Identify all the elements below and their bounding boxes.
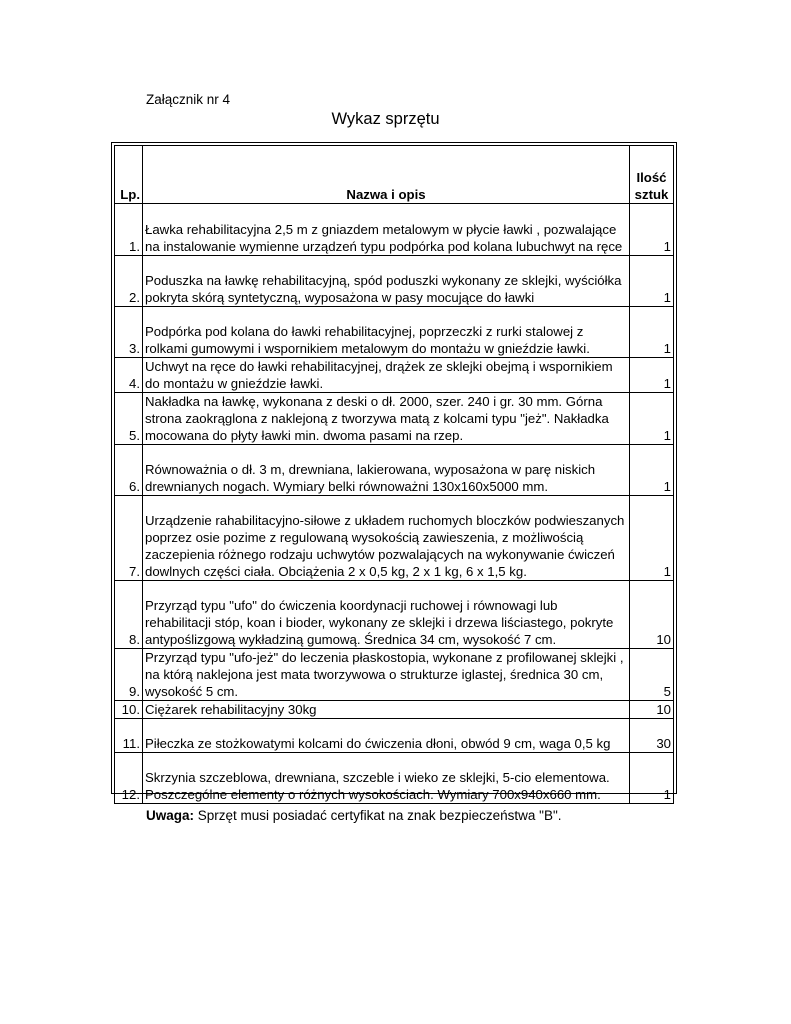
row-quantity: 1 [630, 358, 674, 393]
table-row [115, 649, 674, 701]
table-row [115, 581, 674, 649]
row-description: Uchwyt na ręce do ławki rehabilitacyjnej, drążek ze sklejki obejmą i wspornikiem do montażu w gnieździe ławki. [143, 358, 630, 393]
table-row [115, 719, 674, 753]
row-number: 7. [115, 496, 143, 581]
table-row [115, 753, 674, 804]
table-row [115, 393, 674, 445]
row-number: 8. [115, 581, 143, 649]
row-description: Ciężarek rehabilitacyjny 30kg [143, 701, 630, 719]
row-description: Piłeczka ze stożkowatymi kolcami do ćwiczenia dłoni, obwód 9 cm, waga 0,5 kg [143, 719, 630, 753]
row-description: Równoważnia o dł. 3 m, drewniana, lakierowana, wyposażona w parę niskich drewnianych nogach. Wymiary belki równoważni 130x160x5000 mm. [143, 445, 630, 496]
table-row [115, 307, 674, 358]
equipment-table [114, 145, 674, 804]
row-number: 3. [115, 307, 143, 358]
table-row [115, 445, 674, 496]
row-description: Ławka rehabilitacyjna 2,5 m z gniazdem metalowym w płycie ławki , pozwalające na instalowanie wymienne urządzeń typu podpórka pod kolana lubuchwyt na ręce [143, 204, 630, 256]
row-description: Podpórka pod kolana do ławki rehabilitacyjnej, poprzeczki z rurki stalowej z rolkami gumowymi i wspornikiem metalowym do montażu w gnieździe ławki. [143, 307, 630, 358]
row-quantity: 10 [630, 701, 674, 719]
row-number: 11. [115, 719, 143, 753]
table-row [115, 701, 674, 719]
row-quantity: 1 [630, 256, 674, 307]
row-number: 6. [115, 445, 143, 496]
column-header-qty-line2: sztuk [634, 187, 669, 202]
table-row [115, 358, 674, 393]
table-row [115, 204, 674, 256]
row-number: 5. [115, 393, 143, 445]
row-number: 1. [115, 204, 143, 256]
row-number: 9. [115, 649, 143, 701]
table-row [115, 256, 674, 307]
column-header-qty-line1: Ilość [636, 170, 667, 185]
row-quantity: 5 [630, 649, 674, 701]
row-description: Przyrząd typu "ufo-jeż" do leczenia płaskostopia, wykonane z profilowanej sklejki , na którą naklejona jest mata tworzywowa o strukturze iglastej, średnica 30 cm, wysokość 5 cm. [143, 649, 630, 701]
row-quantity: 1 [630, 204, 674, 256]
note [146, 808, 562, 823]
row-quantity: 1 [630, 496, 674, 581]
column-header-name: Nazwa i opis [143, 146, 630, 204]
row-number: 12. [115, 753, 143, 804]
attachment-label: Załącznik nr 4 [146, 92, 231, 107]
row-number: 4. [115, 358, 143, 393]
row-description: Skrzynia szczeblowa, drewniana, szczeble i wieko ze sklejki, 5-cio elementowa. Poszczególne elementy o różnych wysokościach. Wymiary 700x940x660 mm. [143, 753, 630, 804]
table-header-row [115, 146, 674, 204]
row-quantity: 1 [630, 753, 674, 804]
row-quantity: 10 [630, 581, 674, 649]
column-header-lp: Lp. [115, 146, 143, 204]
row-description: Przyrząd typu "ufo" do ćwiczenia koordynacji ruchowej i równowagi lub rehabilitacji stóp, koan i bioder, wykonany ze sklejki i drzewa liściastego, pokryte antypoślizgową wykładziną gumową. Średnica 34 cm, wysokość 7 cm. [143, 581, 630, 649]
row-description: Poduszka na ławkę rehabilitacyjną, spód poduszki wykonany ze sklejki, wyściółka pokryta skórą syntetyczną, wyposażona w pasy mocujące do ławki [143, 256, 630, 307]
equipment-table-frame [111, 142, 677, 802]
row-number: 10. [115, 701, 143, 719]
row-quantity: 1 [630, 307, 674, 358]
note-label: Uwaga: [146, 808, 195, 823]
note-text: Sprzęt musi posiadać certyfikat na znak bezpieczeństwa "B". [194, 808, 562, 823]
row-quantity: 1 [630, 445, 674, 496]
row-description: Urządzenie rahabilitacyjno-siłowe z układem ruchomych bloczków podwieszanych poprzez osie pozime z regulowaną wysokością zawieszenia, z możliwością zaczepienia różnego rodzaju uchwytów pozwalających na wykonywanie ćwiczeń dowlnych części ciała. Obciążenia 2 x 0,5 kg, 2 x 1 kg, 6 x 1,5 kg. [143, 496, 630, 581]
row-description: Nakładka na ławkę, wykonana z deski o dł. 2000, szer. 240 i gr. 30 mm. Górna strona zaokrąglona z naklejoną z tworzywa matą z kolcami typu "jeż". Nakładka mocowana do płyty ławki min. dwoma pasami na rzep. [143, 393, 630, 445]
column-header-qty [630, 146, 674, 204]
page-title: Wykaz sprzętu [331, 110, 440, 128]
table-row [115, 496, 674, 581]
row-quantity: 30 [630, 719, 674, 753]
row-quantity: 1 [630, 393, 674, 445]
row-number: 2. [115, 256, 143, 307]
